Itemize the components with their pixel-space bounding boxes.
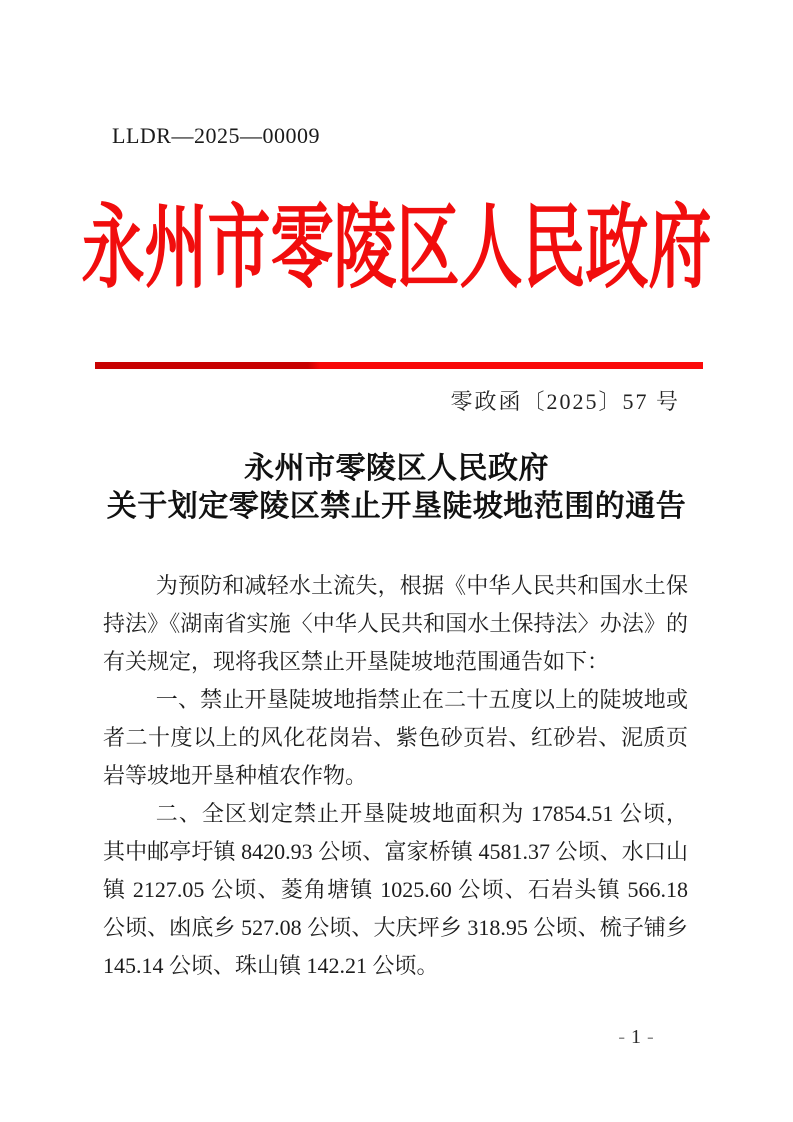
page-number-right-dash: - [647, 1026, 654, 1048]
body-paragraph-intro: 为预防和减轻水土流失，根据《中华人民共和国水土保持法》《湖南省实施〈中华人民共和国水土保持法〉办法》的有关规定，现将我区禁止开垦陡坡地范围通告如下： [103, 573, 688, 674]
notice-body [103, 567, 688, 985]
red-rule-divider [95, 362, 703, 369]
document-id: LLDR—2025—00009 [112, 123, 320, 148]
body-paragraph-item1: 一、禁止开垦陡坡地指禁止在二十五度以上的陡坡地或者二十度以上的风化花岗岩、紫色砂页岩、红砂岩、泥质页岩等坡地开垦种植农作物。 [103, 687, 688, 788]
document-number: 零政函〔2025〕57 号 [450, 389, 680, 414]
body-paragraph-item2: 二、全区划定禁止开垦陡坡地面积为 17854.51 公顷，其中邮亭圩镇 8420.93 公顷、富家桥镇 4581.37 公顷、水口山镇 2127.05 公顷、菱角塘镇 1025.60 公顷、石岩头镇 566.18 公顷、凼底乡 527.08 公顷、大庆坪乡 318.95 公顷、梳子铺乡 145.14 公顷、珠山镇 142.21 公顷。 [103, 801, 688, 978]
notice-title [0, 450, 793, 526]
page-number-left-dash: - [618, 1026, 625, 1048]
notice-title-line1: 永州市零陵区人民政府 [244, 452, 549, 485]
page-number-value: 1 [631, 1026, 641, 1048]
page-number [598, 1026, 674, 1049]
masthead-title: 永州市零陵区人民政府 [81, 198, 712, 300]
notice-title-line2: 关于划定零陵区禁止开垦陡坡地范围的通告 [106, 490, 687, 523]
